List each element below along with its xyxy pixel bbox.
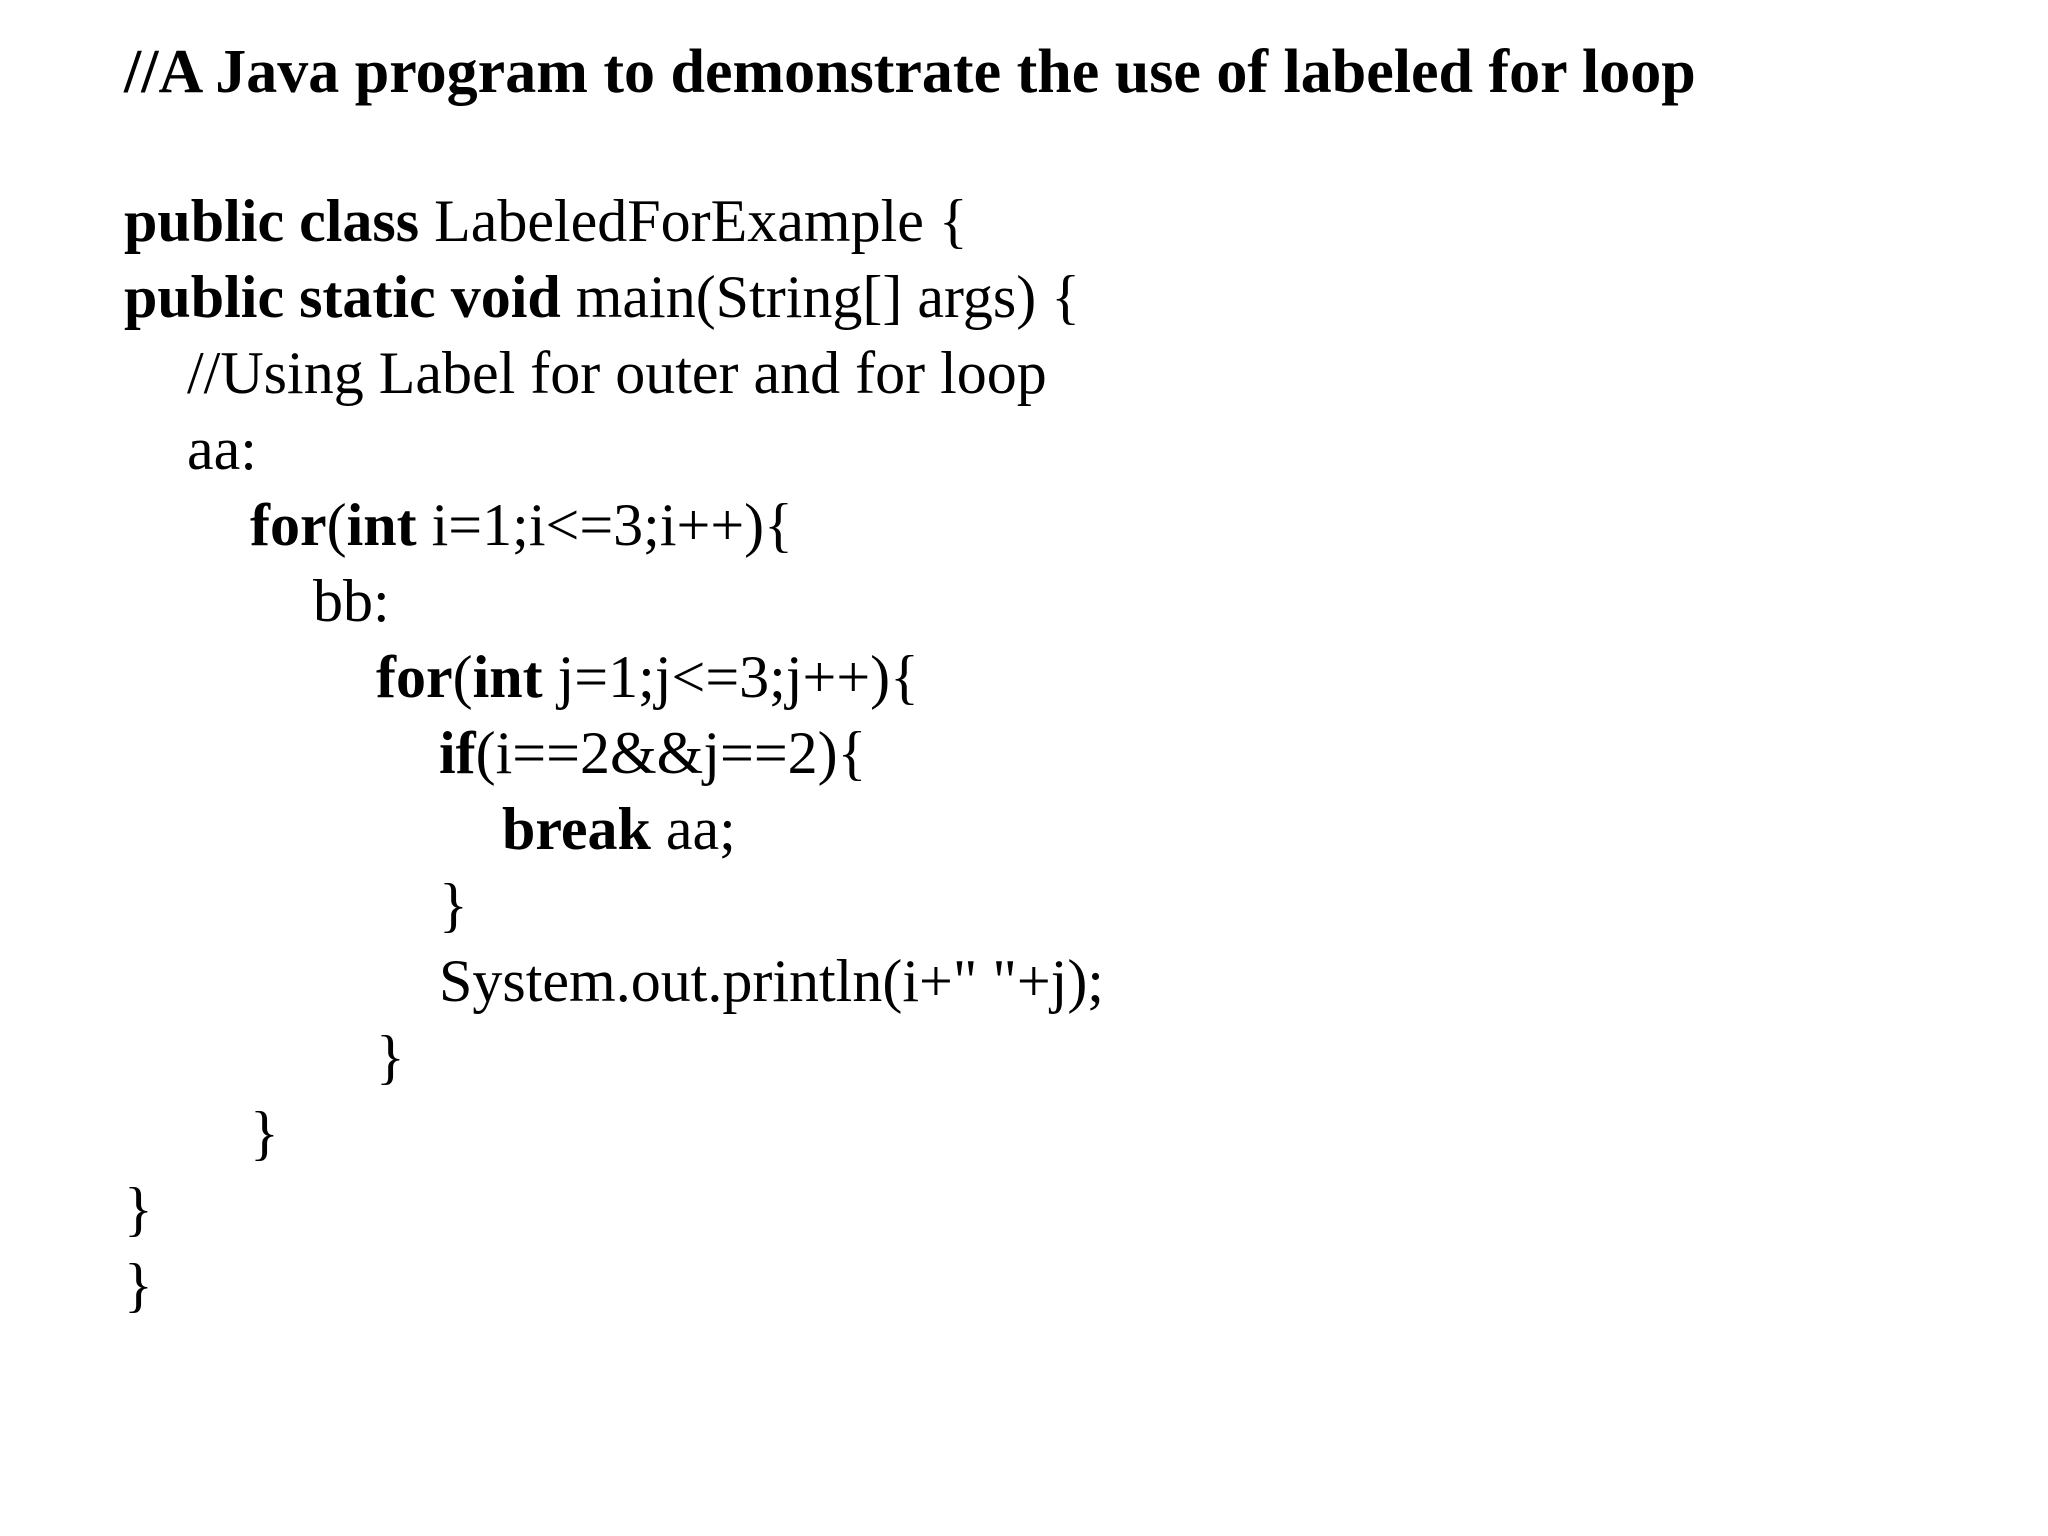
code-text: } bbox=[124, 1176, 153, 1242]
code-line bbox=[124, 715, 1104, 791]
code-text: i=1;i<=3;i++){ bbox=[416, 492, 793, 558]
code-line bbox=[124, 563, 1104, 639]
code-text: } bbox=[124, 1252, 153, 1318]
code-line bbox=[124, 867, 1104, 943]
code-text: bb: bbox=[313, 568, 390, 634]
code-keyword: public static void bbox=[124, 264, 561, 330]
code-line bbox=[124, 411, 1104, 487]
code-line bbox=[124, 259, 1104, 335]
code-line bbox=[124, 487, 1104, 563]
code-line bbox=[124, 639, 1104, 715]
code-line bbox=[124, 791, 1104, 867]
code-keyword: break bbox=[502, 796, 651, 862]
code-text: } bbox=[376, 1024, 405, 1090]
code-keyword: for bbox=[376, 644, 453, 710]
code-text: j=1;j<=3;j++){ bbox=[542, 644, 919, 710]
code-keyword: if bbox=[439, 720, 476, 786]
code-text: } bbox=[250, 1100, 279, 1166]
code-line bbox=[124, 1171, 1104, 1247]
code-text: main(String[] args) { bbox=[560, 264, 1080, 330]
page-title: //A Java program to demonstrate the use of labeled for loop bbox=[124, 38, 1696, 106]
code-keyword: int bbox=[472, 644, 543, 710]
code-text: System.out.println(i+" "+j); bbox=[439, 948, 1104, 1014]
code-keyword: public class bbox=[124, 188, 420, 254]
code-keyword: int bbox=[346, 492, 417, 558]
code-text: aa: bbox=[187, 416, 257, 482]
code-block bbox=[124, 183, 1104, 1323]
code-line bbox=[124, 1095, 1104, 1171]
code-text: } bbox=[439, 872, 468, 938]
code-line bbox=[124, 1019, 1104, 1095]
code-text: aa; bbox=[650, 796, 736, 862]
code-text: ( bbox=[452, 644, 473, 710]
code-line bbox=[124, 183, 1104, 259]
code-line bbox=[124, 335, 1104, 411]
code-text: ( bbox=[326, 492, 347, 558]
code-keyword: for bbox=[250, 492, 327, 558]
code-text: LabeledForExample { bbox=[419, 188, 968, 254]
code-line bbox=[124, 1247, 1104, 1323]
code-line bbox=[124, 943, 1104, 1019]
code-text: (i==2&&j==2){ bbox=[475, 720, 867, 786]
code-text: //Using Label for outer and for loop bbox=[187, 340, 1047, 406]
